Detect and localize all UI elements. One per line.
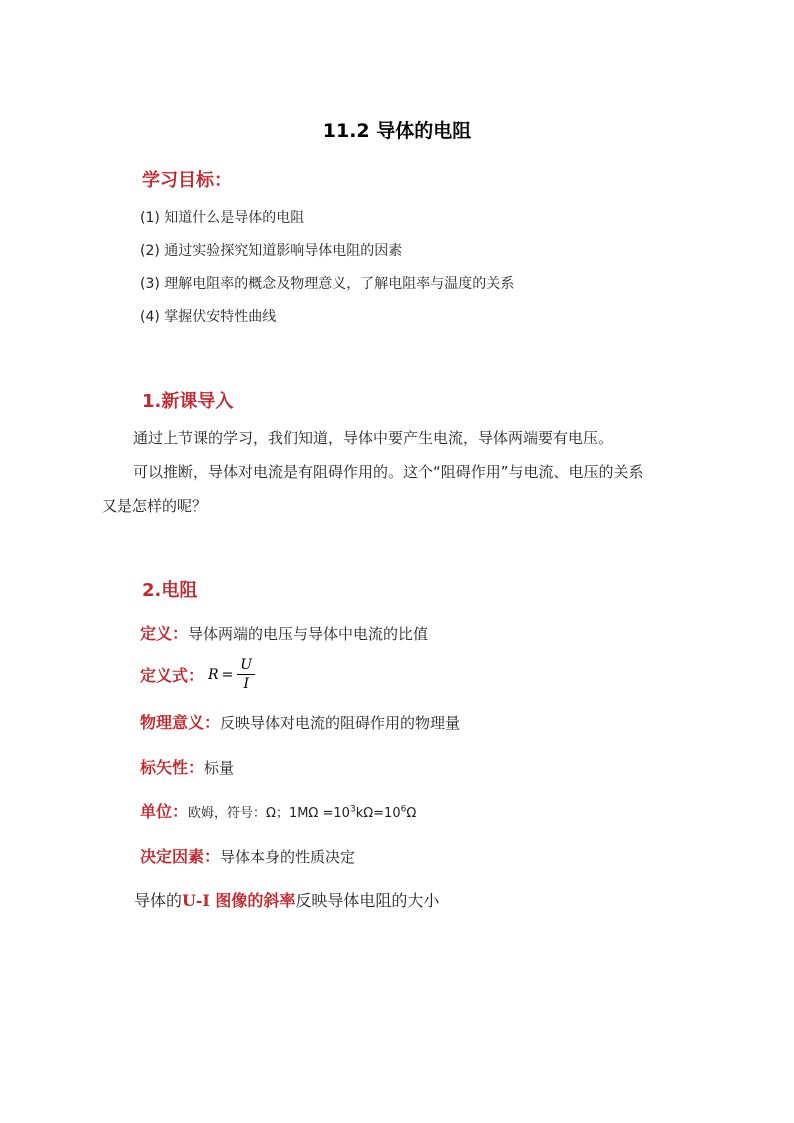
formula-numerator: U: [237, 656, 255, 675]
section-heading-resistance: 2.电阻: [142, 580, 198, 601]
unit-text-a: 欧姆，符号：Ω；1MΩ =10: [188, 806, 350, 821]
slope-highlight: 图像的斜率: [209, 891, 296, 910]
unit-exponent-1: 3: [349, 804, 356, 815]
formula-label: 定义式：: [140, 666, 205, 685]
slope-suffix: 反映导体电阻的大小: [295, 891, 440, 910]
definition-text: 导体两端的电压与导体中电流的比值: [188, 625, 429, 643]
intro-paragraph-1: 通过上节课的学习，我们知道，导体中要产生电流，导体两端要有电压。: [133, 429, 614, 447]
slope-ui-term: U-I: [182, 891, 210, 910]
scalar-row: [140, 755, 234, 778]
factor-label: 决定因素：: [140, 847, 221, 866]
formula-denominator: I: [243, 676, 249, 692]
slope-prefix: 导体的: [134, 891, 183, 910]
formula-row: [140, 656, 255, 693]
objective-item-3: (3) 理解电阻率的概念及物理意义，了解电阻率与温度的关系: [140, 276, 515, 292]
objective-item-2: (2) 通过实验探究知道影响导体电阻的因素: [140, 243, 403, 259]
formula-fraction: [237, 656, 255, 693]
formula-lhs: R: [208, 666, 219, 683]
intro-paragraph-2-line-1: 可以推断，导体对电流是有阻碍作用的。这个“阻碍作用”与电流、电压的关系: [133, 463, 644, 481]
objectives-heading: 学习目标：: [142, 170, 232, 191]
objective-item-4: (4) 掌握伏安特性曲线: [140, 309, 277, 325]
objective-item-1: (1) 知道什么是导体的电阻: [140, 210, 305, 226]
unit-text-b: kΩ=10: [355, 806, 401, 821]
scalar-label: 标矢性：: [140, 758, 205, 777]
definition-label: 定义：: [140, 624, 189, 643]
scalar-text: 标量: [204, 759, 235, 777]
unit-label: 单位：: [140, 802, 189, 821]
page-title: 11.2 导体的电阻: [322, 120, 472, 142]
intro-paragraph-2-line-2: 又是怎样的呢？: [102, 497, 208, 515]
meaning-text: 反映导体对电流的阻碍作用的物理量: [220, 714, 461, 732]
formula-equals: =: [221, 666, 234, 683]
resistance-formula: [208, 656, 255, 693]
definition-row: [140, 621, 428, 644]
unit-row: [140, 799, 416, 822]
slope-row: [134, 888, 439, 911]
unit-exponent-2: 6: [400, 804, 407, 815]
unit-text: [188, 806, 416, 821]
meaning-row: [140, 710, 460, 733]
factor-row: [140, 844, 355, 867]
meaning-label: 物理意义：: [140, 713, 221, 732]
factor-text: 导体本身的性质决定: [220, 848, 356, 866]
section-heading-intro: 1.新课导入: [142, 391, 234, 412]
unit-text-c: Ω: [406, 806, 417, 821]
